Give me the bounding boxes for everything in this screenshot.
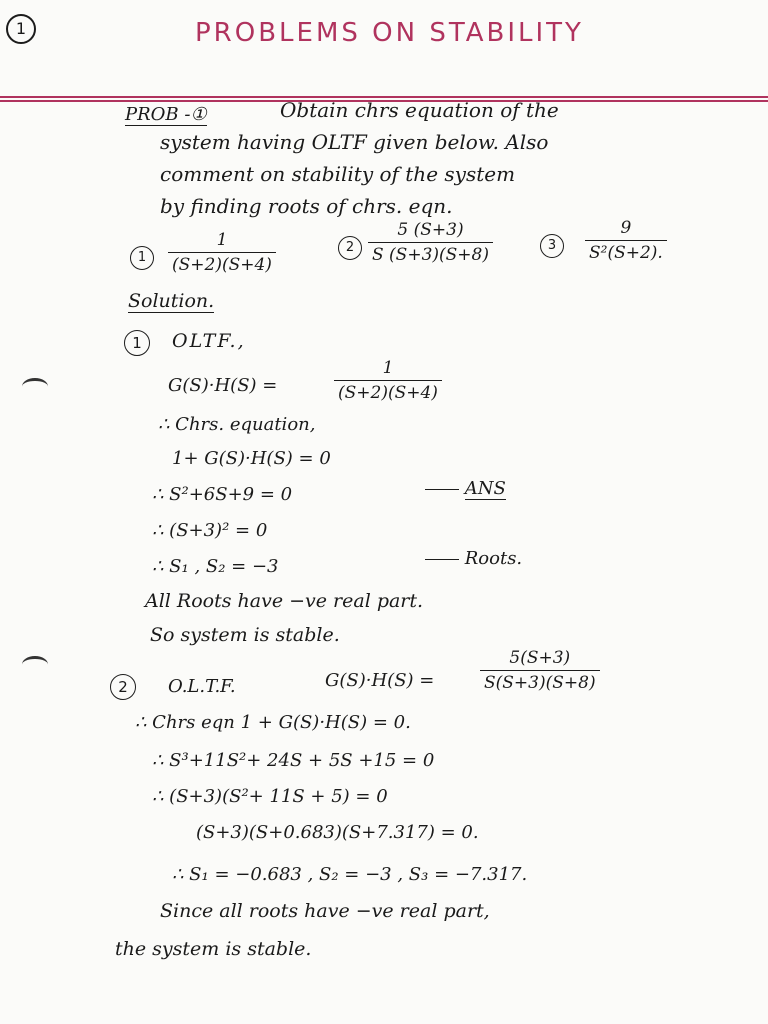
part-1-line-3: ∴ S²+6S+9 = 0: [152, 484, 293, 505]
part-1-gh-denominator: (S+2)(S+4): [334, 380, 442, 403]
part-2-number: 2: [110, 674, 136, 700]
item-3-denominator: S²(S+2).: [585, 240, 667, 263]
item-2-fraction: [368, 220, 493, 265]
part-2-gh-lhs: G(S)·H(S) =: [325, 670, 435, 691]
part-1-label: OLTF.,: [172, 330, 246, 352]
part-1-line-2: 1+ G(S)·H(S) = 0: [172, 448, 331, 469]
part-2-line-1: ∴ Chrs eqn 1 + G(S)·H(S) = 0.: [135, 712, 411, 733]
item-3-numerator: 9: [620, 218, 632, 238]
problem-line-3: comment on stability of the system: [160, 162, 516, 186]
part-2-gh-fraction: [480, 648, 600, 693]
dash: [425, 559, 459, 560]
item-number-3: 3: [540, 234, 564, 258]
problem-label: PROB -①: [125, 104, 207, 125]
part-1-ans: [425, 478, 506, 499]
item-number-2: 2: [338, 236, 362, 260]
part-2-line-3: ∴ (S+3)(S²+ 11S + 5) = 0: [152, 786, 388, 807]
part-2-line-6: Since all roots have −ve real part,: [160, 900, 490, 922]
part-2-gh-denominator: S(S+3)(S+8): [480, 670, 600, 693]
dash: [425, 489, 459, 490]
item-2-denominator: S (S+3)(S+8): [368, 242, 493, 265]
page-title: PROBLEMS ON STABILITY: [195, 18, 584, 48]
part-2-line-2: ∴ S³+11S²+ 24S + 5S +15 = 0: [152, 750, 435, 771]
roots-label: Roots.: [464, 548, 523, 569]
part-1-line-1: ∴ Chrs. equation,: [158, 414, 316, 435]
part-1-gh-lhs: G(S)·H(S) =: [168, 375, 278, 396]
ans-label: ANS: [464, 478, 506, 499]
part-1-number: 1: [124, 330, 150, 356]
part-2-label: O.L.T.F.: [168, 676, 236, 697]
binder-hole: [22, 656, 48, 673]
part-2-line-4: (S+3)(S+0.683)(S+7.317) = 0.: [196, 822, 479, 843]
part-1-gh-numerator: 1: [382, 358, 394, 378]
part-1-line-6: All Roots have −ve real part.: [145, 590, 424, 612]
part-2-gh-numerator: 5(S+3): [509, 648, 571, 668]
problem-line-1: Obtain chrs equation of the: [280, 98, 559, 122]
problem-line-4: by finding roots of chrs. eqn.: [160, 194, 453, 218]
item-1-numerator: 1: [216, 230, 228, 250]
binder-hole: [22, 378, 48, 395]
item-1-denominator: (S+2)(S+4): [168, 252, 276, 275]
part-1-gh-fraction: [334, 358, 442, 403]
item-2-numerator: 5 (S+3): [397, 220, 464, 240]
item-3-fraction: [585, 218, 667, 263]
part-2-line-7: the system is stable.: [115, 938, 312, 960]
page-number: 1: [6, 14, 36, 44]
part-1-line-7: So system is stable.: [150, 624, 340, 646]
item-1-fraction: [168, 230, 276, 275]
part-1-roots: [425, 548, 522, 569]
part-2-line-5: ∴ S₁ = −0.683 , S₂ = −3 , S₃ = −7.317.: [172, 864, 528, 885]
problem-line-2: system having OLTF given below. Also: [160, 130, 549, 154]
item-number-1: 1: [130, 246, 154, 270]
solution-heading: Solution.: [128, 290, 215, 312]
part-1-line-4: ∴ (S+3)² = 0: [152, 520, 268, 541]
part-1-line-5: ∴ S₁ , S₂ = −3: [152, 556, 279, 577]
